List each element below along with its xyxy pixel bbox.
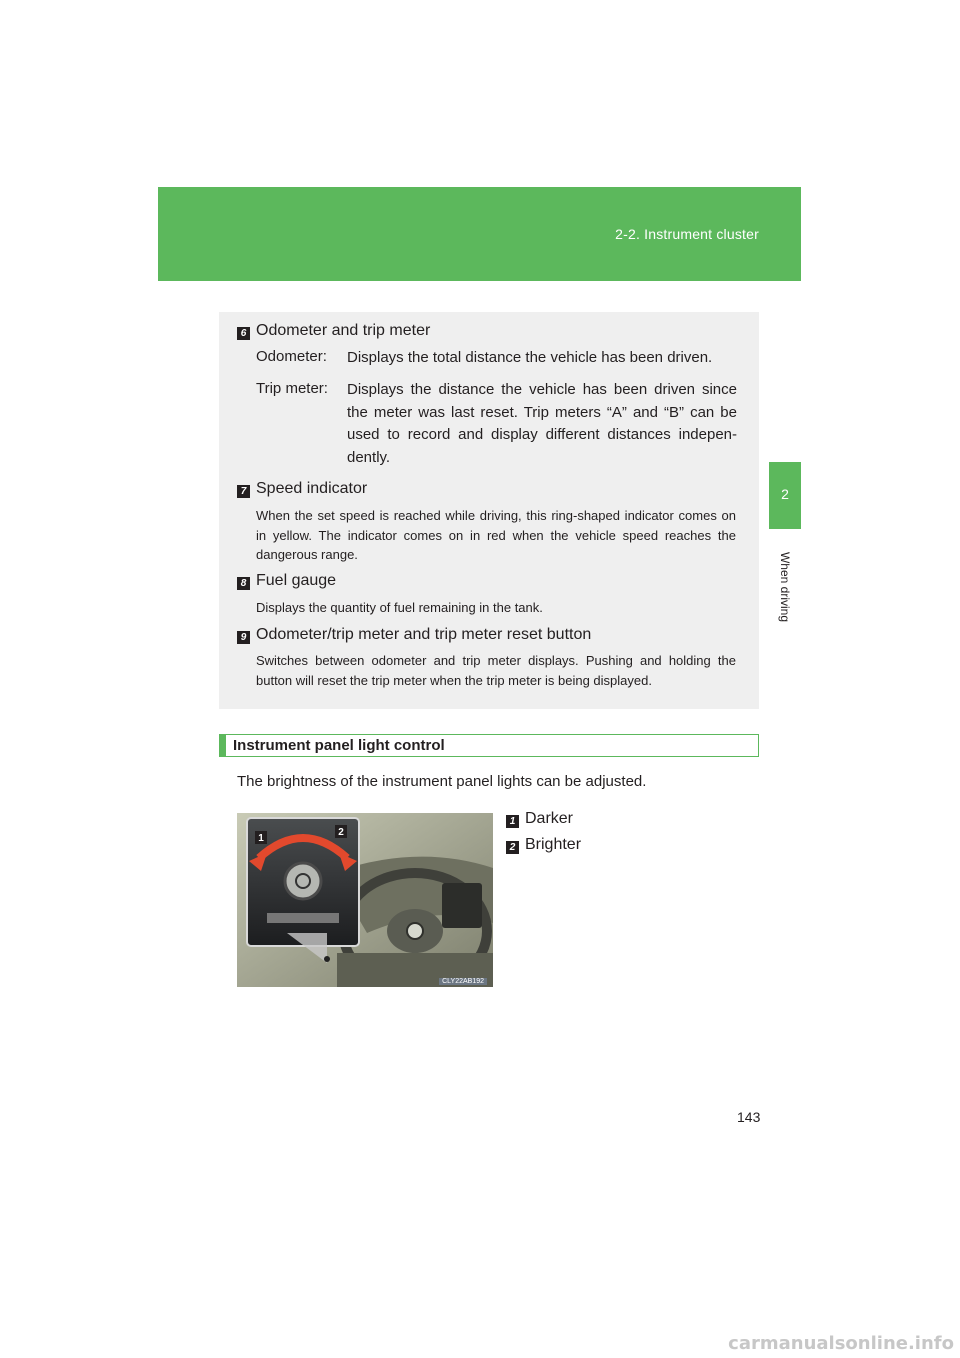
chapter-number: 2	[781, 486, 789, 502]
section-title: Instrument panel light control	[233, 737, 445, 754]
item-marker: 6	[237, 327, 250, 340]
legend-marker: 1	[506, 815, 519, 828]
item-title: Odometer and trip meter	[256, 322, 431, 339]
term-label: Trip meter:	[256, 380, 328, 397]
callout-2: 2	[338, 827, 344, 838]
item-title: Odometer/trip meter and trip meter reset button	[256, 626, 592, 643]
item-marker: 8	[237, 577, 250, 590]
section-header-title: 2-2. Instrument cluster	[615, 226, 759, 242]
legend-label-brighter: Brighter	[525, 836, 582, 853]
page-number: 143	[737, 1109, 761, 1125]
callout-1: 1	[258, 833, 264, 844]
item-title: Speed indicator	[256, 480, 368, 497]
term-description: Displays the distance the vehicle has been driven since the meter was last reset. Trip meters “A” and “B” can be used to record and display different distances indepen-dently.	[347, 381, 737, 466]
item-marker: 7	[237, 485, 250, 498]
description-box	[219, 312, 759, 709]
item-marker: 9	[237, 631, 250, 644]
header-band	[158, 187, 801, 281]
term-description: Displays the total distance the vehicle has been driven.	[347, 349, 713, 366]
item-description: Displays the quantity of fuel remaining in the tank.	[256, 600, 543, 615]
legend-marker: 2	[506, 841, 519, 854]
dashboard-illustration	[237, 813, 493, 987]
item-title: Fuel gauge	[256, 572, 337, 589]
dashboard-photo	[237, 813, 493, 987]
section-body: The brightness of the instrument panel lights can be adjusted.	[237, 773, 647, 790]
item-description: Switches between odometer and trip meter displays. Pushing and holding the button will reset the trip meter when the trip meter is being displayed.	[256, 653, 736, 688]
figure-code: CLY22AB192	[439, 978, 487, 985]
term-label: Odometer:	[256, 348, 327, 365]
chapter-tab	[769, 462, 801, 529]
section-accent	[219, 734, 226, 757]
item-description: When the set speed is reached while driving, this ring-shaped indicator comes on in yellow. The indicator comes on in red when the vehicle speed reaches the dangerous range.	[256, 508, 736, 562]
legend-label-darker: Darker	[525, 810, 574, 827]
watermark[interactable]: carmanualsonline.info	[728, 1333, 954, 1354]
chapter-label: When driving	[778, 551, 792, 623]
section-heading	[219, 734, 759, 757]
